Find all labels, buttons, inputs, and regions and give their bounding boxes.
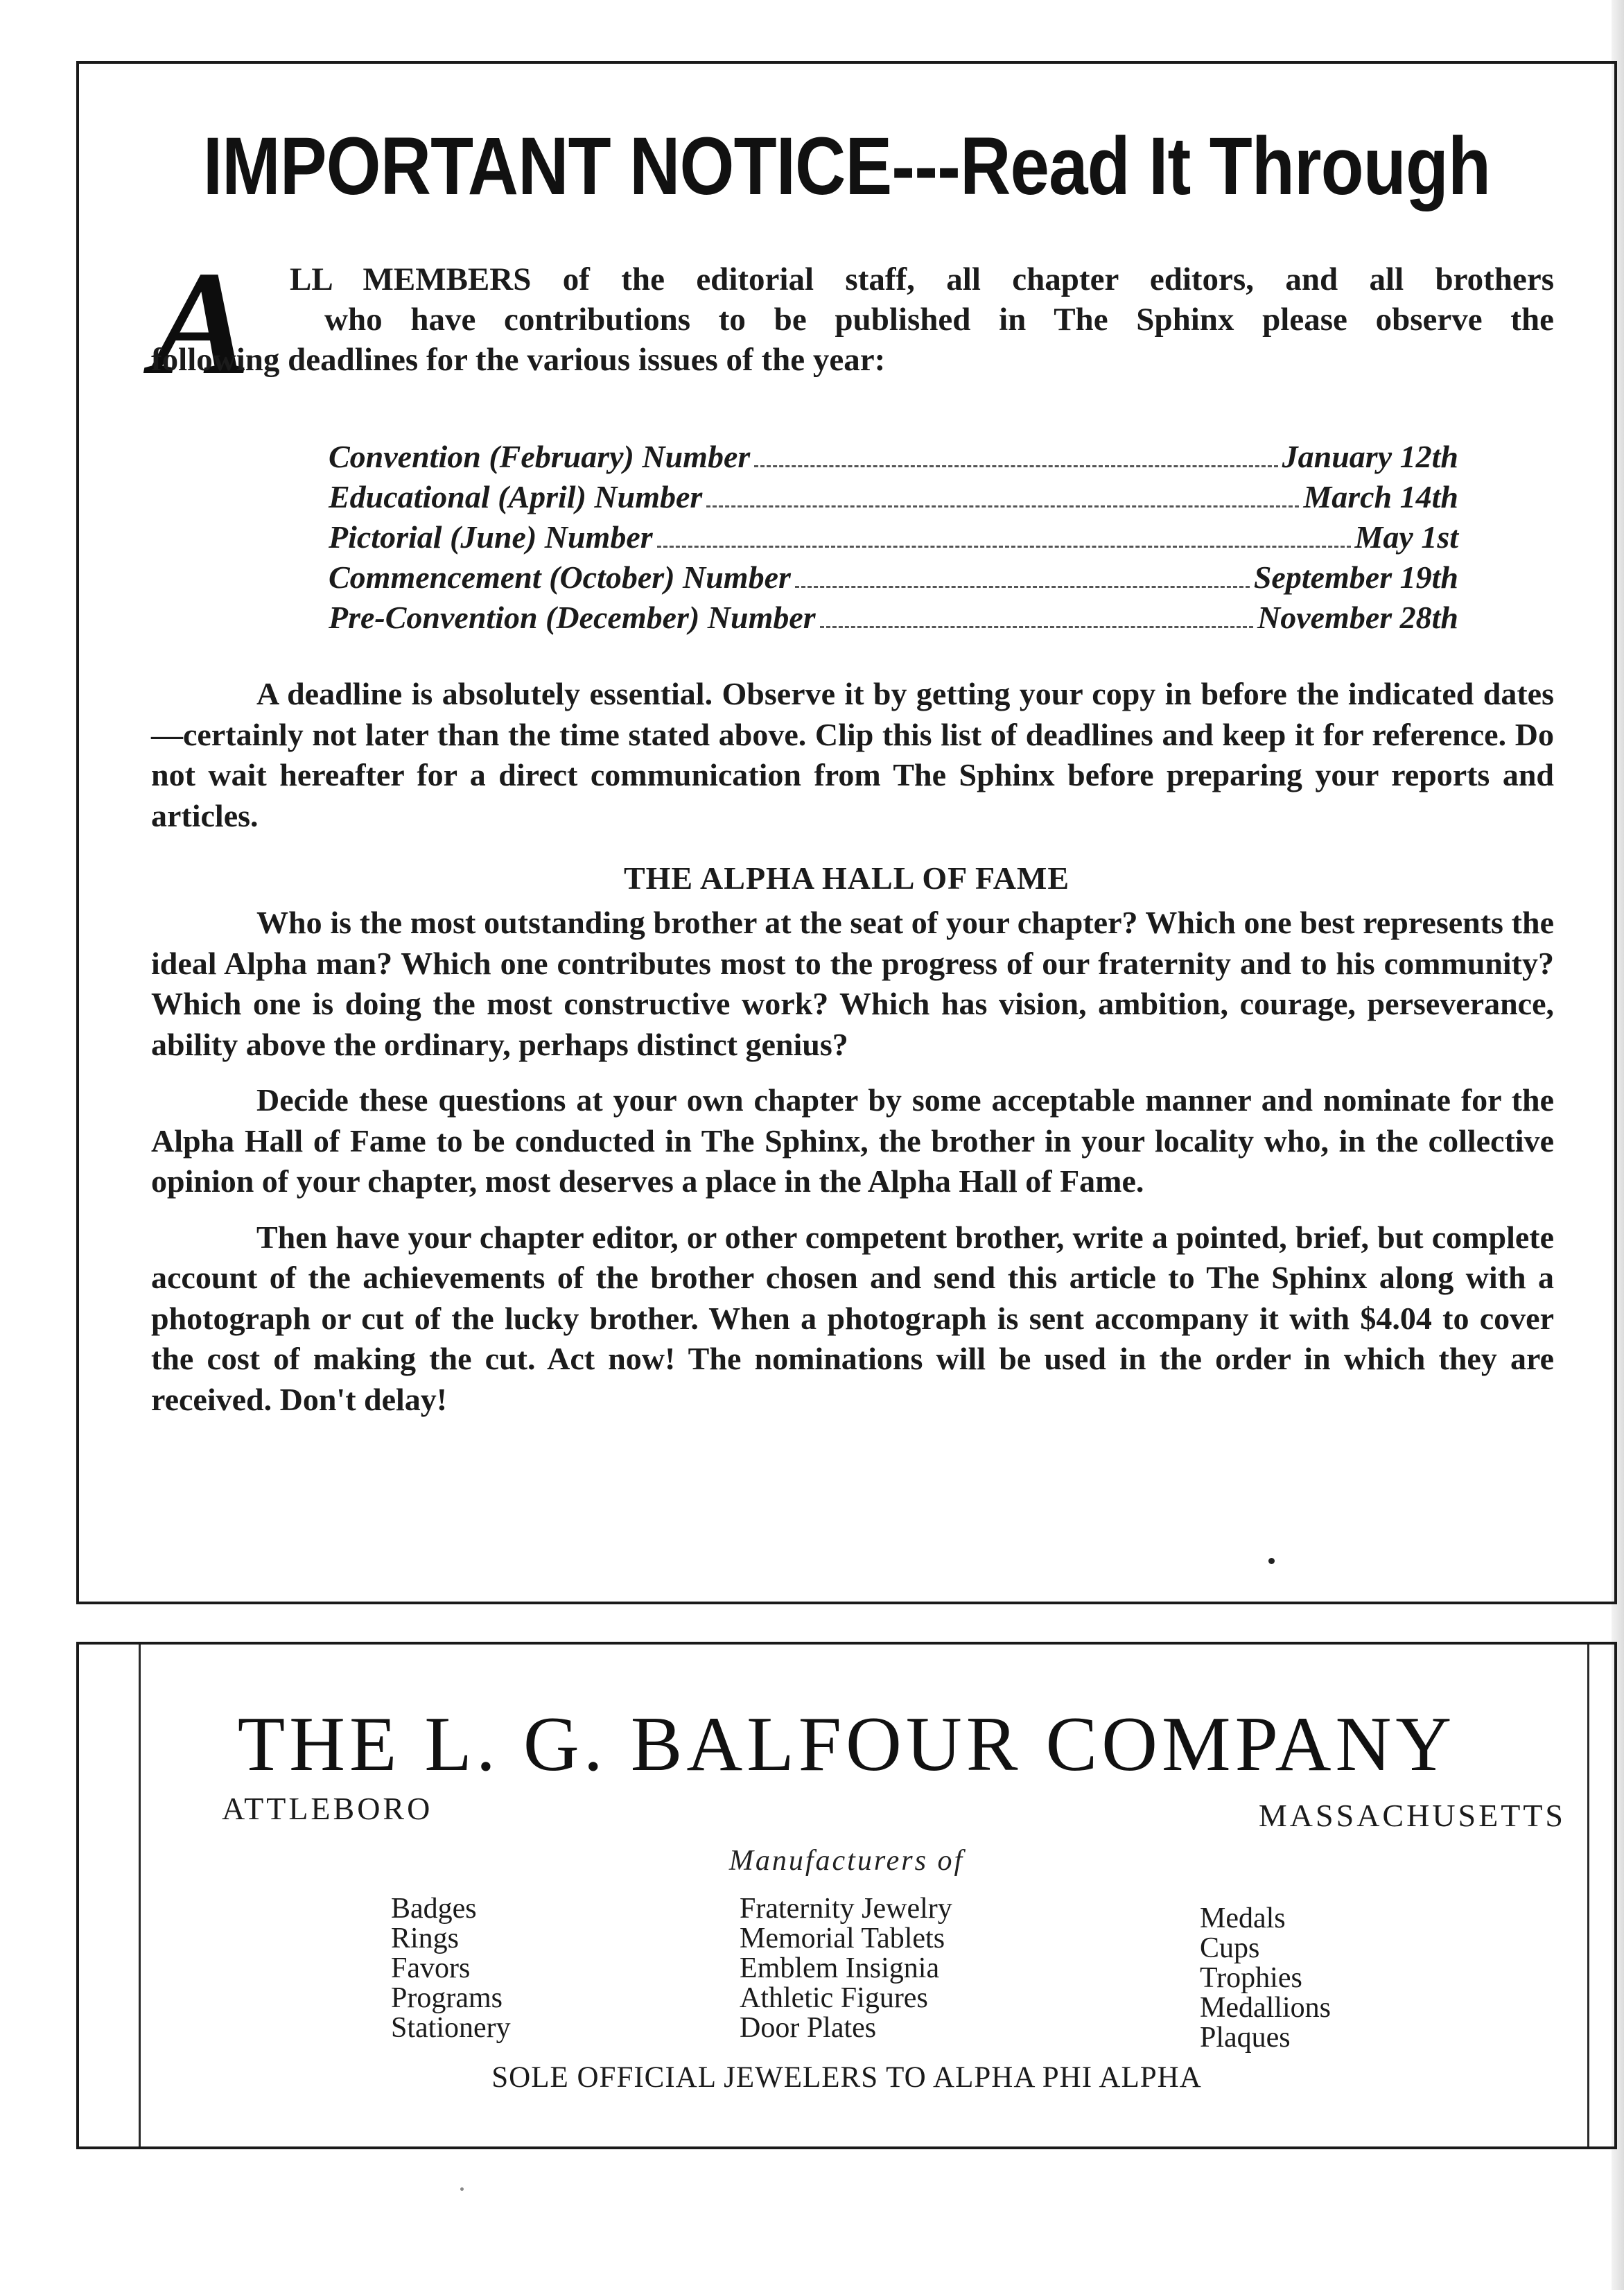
- deadline-issue: Commencement (October) Number: [329, 560, 791, 595]
- manufacturers-label: Manufacturers of: [728, 1845, 965, 1877]
- intro-paragraph: [151, 240, 1554, 467]
- intro-line: who have contributions to be published in The Sphinx please observe the: [324, 302, 1554, 338]
- ink-speck: [460, 2187, 464, 2191]
- product-item: Memorial Tablets: [740, 1923, 945, 1954]
- deadline-row: [329, 478, 1458, 519]
- hall-of-fame-text: [151, 903, 1554, 1420]
- product-item: Athletic Figures: [740, 1982, 928, 2014]
- product-column: [391, 1894, 511, 2043]
- intro-line: LL MEMBERS of the editorial staff, all chapter editors, and all brothers: [290, 261, 1554, 297]
- drop-cap: A: [151, 240, 251, 406]
- product-item: Medals: [1200, 1902, 1286, 1934]
- product-item: Stationery: [391, 2012, 511, 2044]
- deadline-issue: Pre-Convention (December) Number: [329, 600, 816, 635]
- product-item: Rings: [391, 1923, 460, 1954]
- advertisement-box: [76, 1642, 1617, 2149]
- product-item: Programs: [391, 1982, 503, 2014]
- notice-box: [76, 61, 1617, 1604]
- company-name: THE L. G. BALFOUR COMPANY: [237, 1701, 1456, 1787]
- deadline-issue: Pictorial (June) Number: [329, 519, 653, 555]
- intro-line: following deadlines for the various issues of the year:: [151, 342, 886, 378]
- dotted-leader: [657, 546, 1351, 548]
- deadline-issue: Educational (April) Number: [329, 479, 703, 514]
- tagline: SOLE OFFICIAL JEWELERS TO ALPHA PHI ALPHA: [491, 2061, 1202, 2094]
- hall-of-fame-paragraph: Decide these questions at your own chapter by some acceptable manner and nominate for the Alpha Hall of Fame to be conducted in The Sphinx, the brother in your locality who, in the collective opinion of your chapter, most deserves a place in the Alpha Hall of Fame.: [151, 1082, 1554, 1199]
- product-item: Trophies: [1200, 1962, 1302, 1994]
- deadline-date: September 19th: [1253, 560, 1458, 595]
- deadline-paragraph-block: [151, 674, 1554, 836]
- deadline-date: May 1st: [1354, 519, 1458, 555]
- deadline-date: January 12th: [1282, 439, 1458, 474]
- product-item: Plaques: [1200, 2022, 1291, 2054]
- product-item: Medallions: [1200, 1992, 1331, 2024]
- product-item: Favors: [391, 1952, 471, 1984]
- deadline-date: November 28th: [1257, 600, 1458, 635]
- hall-of-fame-paragraph: Then have your chapter editor, or other competent brother, write a pointed, brief, but complete account of the achievements of the brother chosen and send this article to The Sphinx along with a photograph or cut of the lucky brother. When a photograph is sent accompany it with $4.04 to cover the cost of making the cut. Act now! The nominations will be used in the order in which they are received. Don't delay!: [151, 1219, 1554, 1417]
- deadline-issue: Convention (February) Number: [329, 439, 751, 474]
- deadline-row: [329, 599, 1458, 639]
- deadline-row: [329, 559, 1458, 599]
- product-column: [740, 1894, 952, 2043]
- product-item: Cups: [1200, 1932, 1260, 1964]
- dotted-leader: [820, 626, 1253, 628]
- deadline-list: [329, 438, 1458, 639]
- notice-title: IMPORTANT NOTICE---Read It Through: [202, 121, 1491, 212]
- company-state: MASSACHUSETTS: [1258, 1798, 1566, 1833]
- ink-speck: [1268, 1558, 1275, 1564]
- product-column: [1200, 1904, 1331, 2053]
- deadline-date: March 14th: [1303, 479, 1458, 514]
- product-item: Emblem Insignia: [740, 1952, 940, 1984]
- hall-of-fame-paragraph: Who is the most outstanding brother at the seat of your chapter? Which one best represents the ideal Alpha man? Which one contributes most to the progress of our fraternity and to his community? Which one is doing the most constructive work? Which has vision, ambition, courage, perseverance, ability above the ordinary, perhaps distinct genius?: [151, 905, 1554, 1062]
- dotted-leader: [706, 505, 1299, 508]
- product-item: Badges: [391, 1893, 477, 1925]
- company-city: ATTLEBORO: [222, 1791, 433, 1826]
- deadline-paragraph: A deadline is absolutely essential. Observe it by getting your copy in before the indicated dates—certainly not later than the time stated above. Clip this list of deadlines and keep it for reference. Do not wait hereafter for a direct communication from The Sphinx before preparing your reports and articles.: [151, 676, 1554, 833]
- deadline-row: [329, 519, 1458, 559]
- product-item: Door Plates: [740, 2012, 877, 2044]
- dotted-leader: [754, 465, 1277, 467]
- product-item: Fraternity Jewelry: [740, 1893, 952, 1925]
- deadline-row: [329, 438, 1458, 478]
- dotted-leader: [795, 586, 1250, 588]
- hall-of-fame-heading: THE ALPHA HALL OF FAME: [623, 860, 1070, 896]
